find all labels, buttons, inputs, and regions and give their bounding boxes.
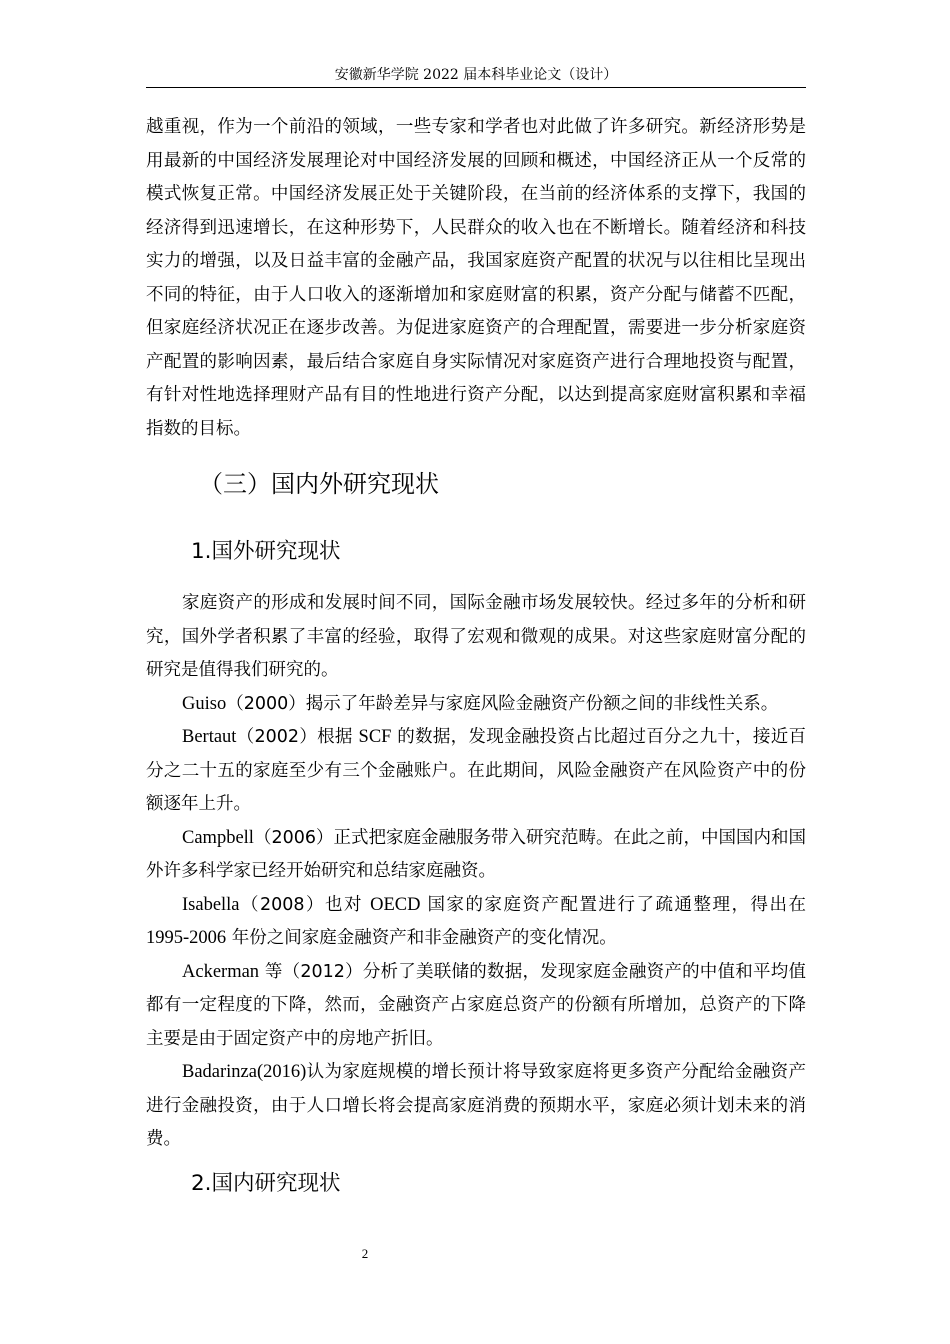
- paragraph-text: 国家的家庭资产配置进行了疏通整理，得出在: [420, 894, 807, 915]
- paragraph-badarinza: [146, 1056, 806, 1157]
- paragraph-text: 越重视，作为一个前沿的领域，一些专家和学者也对此做了许多研究。新经济形势是用最新的中国经济发展理论对中国经济发展的回顾和概述，中国经济正从一个反常的模式恢复正常。中国经济发展正处于关键阶段，在当前的经济体系的支撑下，我国的经济得到迅速增长，在这种形势下，人民群众的收入也在不断增长。随着经济和科技实力的增强，以及日益丰富的金融产品，我国家庭资产配置的状况与以往相比呈现出不同的特征，由于人口收入的逐渐增加和家庭财富的积累，资产分配与储蓄不匹配，但家庭经济状况正在逐步改善。为促进家庭资产的合理配置，需要进一步分析家庭资产配置的影响因素，最后结合家庭自身实际情况对家庭资产进行合理地投资与配置，有针对性地选择理财产品有目的性地进行资产分配，以达到提高家庭财富积累和幸福指数的目标。: [146, 117, 806, 439]
- paragraph-text: 等（2012）分析了美联储的数据，发现家庭金融资产的中值和平均值都有一定程度的下降，然而，金融资产占家庭总资产的份额有所增加，总资产的下降主要是由于固定资产中的房地产折旧。: [146, 961, 806, 1049]
- paragraph-bertaut: [146, 721, 806, 822]
- paragraph-isabella: [146, 889, 806, 956]
- paragraph-text: （2000）揭示了年龄差异与家庭风险金融资产份额之间的非线性关系。: [226, 693, 779, 714]
- page-header: 安徽新华学院 2022 届本科毕业论文（设计）: [334, 67, 618, 83]
- subsection-heading-domestic: 2.国内研究现状: [191, 1171, 341, 1196]
- paragraph-intro: 家庭资产的形成和发展时间不同，国际金融市场发展较快。经过多年的分析和研究，国外学者积累了丰富的经验，取得了宏观和微观的成果。对这些家庭财富分配的研究是值得我们研究的。: [146, 593, 806, 680]
- paragraph-ackerman: [146, 956, 806, 1057]
- paragraph-text: 认为家庭规模的增长预计将导致家庭将更多资产分配给金融资产进行金融投资，由于人口增长将会提高家庭消费的预期水平，家庭必须计划未来的消费。: [146, 1062, 806, 1149]
- paragraph-campbell: [146, 822, 806, 889]
- author-name: Ackerman: [182, 961, 260, 982]
- section-heading-research-status: （三）国内外研究现状: [199, 470, 439, 498]
- author-name: Badarinza(2016): [182, 1062, 307, 1082]
- paragraph-text: 年份之间家庭金融资产和非金融资产的变化情况。: [226, 928, 617, 948]
- dataset-name: SCF: [358, 727, 392, 747]
- page-number: 2: [361, 1246, 369, 1261]
- year-range: 1995-2006: [146, 928, 227, 948]
- foreign-research-section: [146, 587, 806, 1157]
- author-name: Bertaut: [182, 727, 237, 747]
- paragraph-text: （2008）也对: [239, 894, 371, 915]
- paragraph-text: （2006）正式把家庭金融服务带入研究范畴。在此之前，中国国内和国外许多科学家已经开始研究和总结家庭融资。: [146, 827, 806, 881]
- paragraph-text: （2002）根据: [236, 727, 359, 747]
- paragraph-guiso: [146, 688, 806, 722]
- author-name: Isabella: [182, 894, 240, 915]
- author-name: Campbell: [182, 827, 254, 848]
- author-name: Guiso: [182, 693, 227, 714]
- organization-name: OECD: [370, 894, 421, 915]
- paragraph-text: 的数据，发现金融投资占比超过百分之九十，接近百分之二十五的家庭至少有三个金融账户。在此期间，风险金融资产在风险资产中的份额逐年上升。: [146, 727, 806, 814]
- paragraph-continuation: [146, 111, 806, 446]
- header-rule: [146, 87, 806, 88]
- subsection-heading-foreign: 1.国外研究现状: [191, 539, 341, 564]
